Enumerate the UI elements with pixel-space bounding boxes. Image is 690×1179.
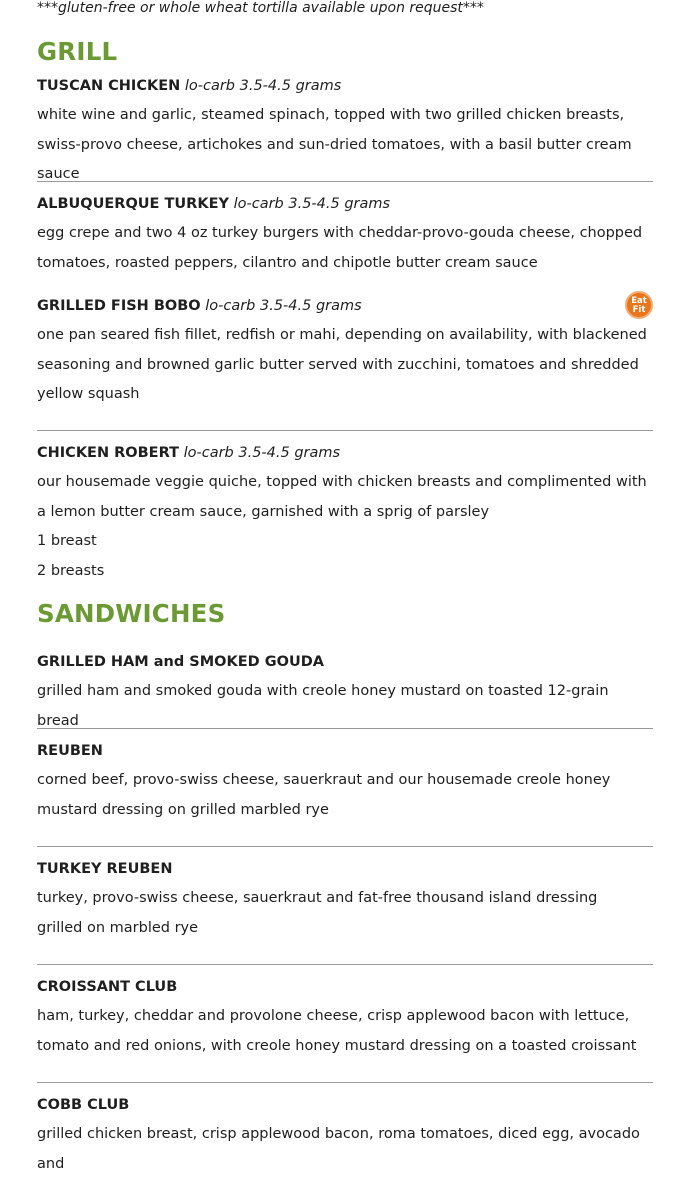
menu-item-chicken-robert: [37, 442, 653, 586]
eat-fit-badge-icon: [625, 291, 653, 319]
divider: [37, 846, 653, 847]
item-description: grilled ham and smoked gouda with creole honey mustard on toasted 12-grain bread: [37, 683, 609, 729]
item-carb: lo-carb 3.5-4.5 grams: [183, 445, 341, 461]
menu-item-grilled-fish-bobo: [37, 295, 653, 410]
item-carb: lo-carb 3.5-4.5 grams: [205, 298, 362, 314]
menu-item-albuquerque-turkey: [37, 193, 653, 278]
item-name: REUBEN: [37, 743, 103, 759]
divider: [37, 728, 653, 729]
item-title: [37, 1094, 653, 1116]
item-name: TUSCAN CHICKEN: [37, 78, 181, 94]
item-title: [37, 193, 653, 215]
item-carb: lo-carb 3.5-4.5 grams: [184, 78, 342, 94]
divider: [37, 964, 653, 965]
menu-item-turkey-reuben: [37, 858, 653, 943]
item-description: turkey, provo-swiss cheese, sauerkraut and fat-free thousand island dressing grilled on marbled rye: [37, 890, 598, 936]
item-title: [37, 442, 653, 464]
divider: [37, 430, 653, 431]
divider: [37, 1082, 653, 1083]
menu-item-grilled-ham-gouda: [37, 651, 653, 736]
item-carb: lo-carb 3.5-4.5 grams: [233, 196, 391, 212]
item-title: [37, 75, 653, 97]
item-option: 1 breast: [37, 533, 97, 549]
item-name: GRILLED HAM and SMOKED GOUDA: [37, 654, 324, 670]
item-option: 2 breasts: [37, 562, 105, 579]
item-title: [37, 858, 653, 880]
tortilla-note: ***gluten-free or whole wheat tortilla available upon request***: [37, 0, 484, 16]
item-name: TURKEY REUBEN: [37, 861, 173, 877]
menu-item-cobb-club: [37, 1094, 653, 1179]
item-description: ham, turkey, cheddar and provolone cheese, crisp applewood bacon with lettuce, tomato and red onions, with creole honey mustard dressing on a toasted croissant: [37, 1008, 637, 1054]
item-description: egg crepe and two 4 oz turkey burgers with cheddar-provo-gouda cheese, chopped tomatoes, roasted peppers, cilantro and chipotle butter cream sauce: [37, 225, 643, 271]
item-name: GRILLED FISH BOBO: [37, 298, 201, 314]
item-title: [37, 651, 653, 673]
item-title: [37, 976, 653, 998]
menu-item-tuscan-chicken: [37, 75, 653, 190]
menu-item-reuben: [37, 740, 653, 825]
item-title: [37, 740, 653, 762]
item-name: COBB CLUB: [37, 1097, 130, 1113]
item-name: CROISSANT CLUB: [37, 979, 178, 995]
item-name: CHICKEN ROBERT: [37, 445, 179, 461]
badge-line2: Fit: [632, 304, 646, 315]
item-description: one pan seared fish fillet, redfish or mahi, depending on availability, with blackened seasoning and browned garlic butter served with zucchini, tomatoes and shredded yellow squash: [37, 327, 647, 402]
item-description: our housemade veggie quiche, topped with chicken breasts and complimented with a lemon butter cream sauce, garnished with a sprig of parsley: [37, 474, 647, 520]
item-description: grilled chicken breast, crisp applewood bacon, roma tomatoes, diced egg, avocado and: [37, 1126, 640, 1172]
menu-item-croissant-club: [37, 976, 653, 1061]
section-title-sandwiches: SANDWICHES: [37, 599, 226, 628]
badge-line1: Eat: [631, 296, 647, 306]
item-description: corned beef, provo-swiss cheese, sauerkraut and our housemade creole honey mustard dressing on grilled marbled rye: [37, 772, 611, 818]
item-description: white wine and garlic, steamed spinach, topped with two grilled chicken breasts, swiss-provo cheese, artichokes and sun-dried tomatoes, with a basil butter cream sauce: [37, 107, 632, 182]
item-name: ALBUQUERQUE TURKEY: [37, 196, 229, 212]
item-title: [37, 295, 653, 317]
section-title-grill: GRILL: [37, 37, 118, 66]
divider: [37, 181, 653, 182]
